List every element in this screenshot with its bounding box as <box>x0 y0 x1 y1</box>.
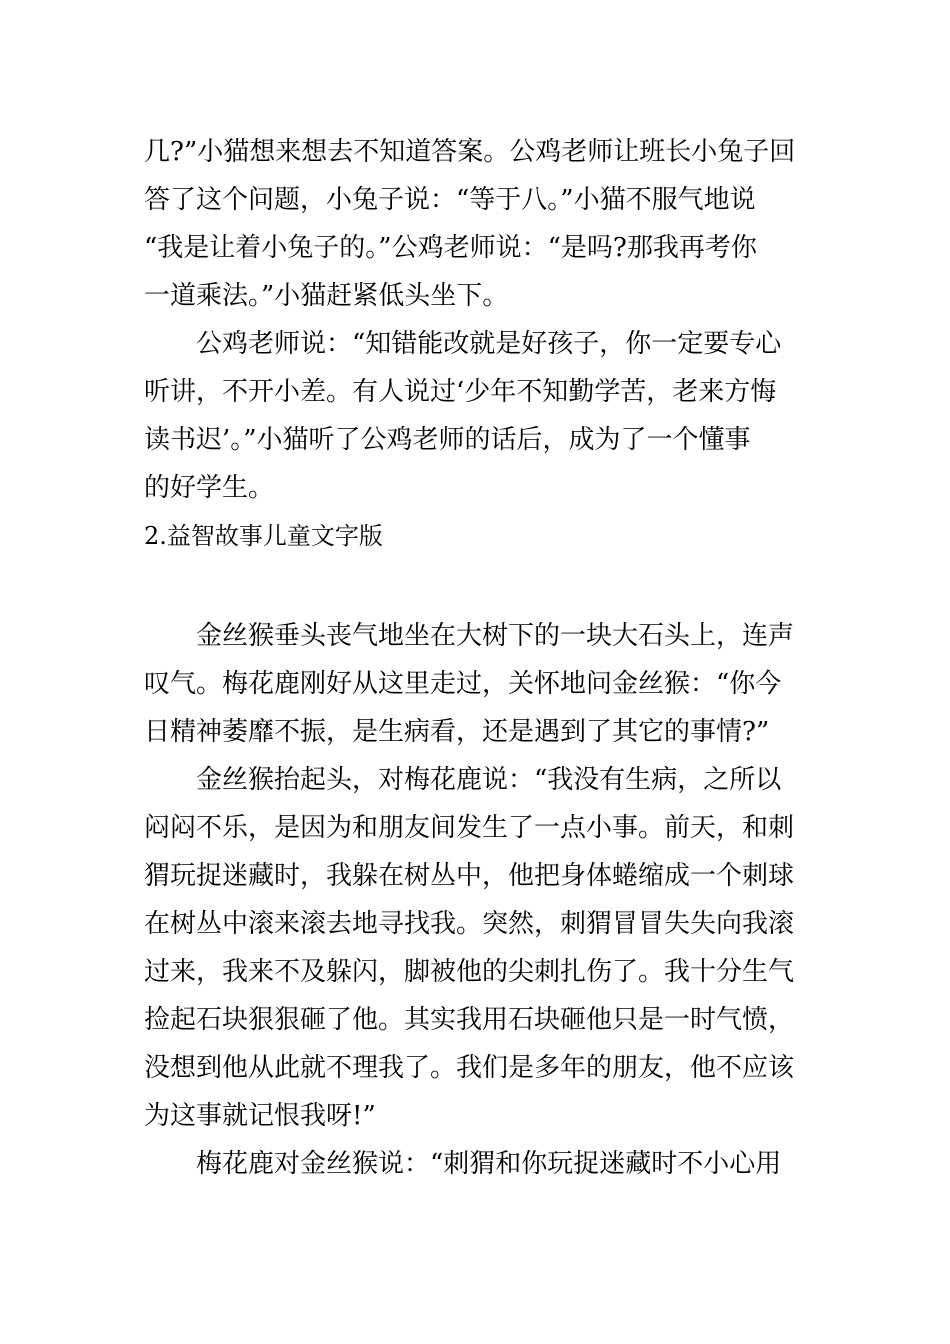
paragraph <box>144 320 808 512</box>
text-line: 在树丛中滚来滚去地寻找我。突然，刺猬冒冒失失向我滚 <box>144 909 795 939</box>
text-line: 金丝猴垂头丧气地坐在大树下的一块大石头上，连声 <box>196 621 795 651</box>
text-line: 猬玩捉迷藏时，我躲在树丛中，他把身体蜷缩成一个刺球 <box>144 861 795 891</box>
spacer <box>144 560 808 612</box>
text-line: 几?”小猫想来想去不知道答案。公鸡老师让班长小兔子回 <box>144 137 796 167</box>
text-line: 梅花鹿对金丝猴说：“刺猬和你玩捉迷藏时不小心用 <box>196 1149 782 1179</box>
text-line: 为这事就记恨我呀!” <box>144 1101 376 1131</box>
text-line: 叹气。梅花鹿刚好从这里走过，关怀地问金丝猴：“你今 <box>144 669 782 699</box>
section-heading: 2.益智故事儿童文字版 <box>144 522 383 550</box>
text-line: 的好学生。 <box>144 473 275 503</box>
text-line: 没想到他从此就不理我了。我们是多年的朋友，他不应该 <box>144 1053 795 1083</box>
text-line: 读书迟’。”小猫听了公鸡老师的话后，成为了一个懂事 <box>144 425 751 455</box>
text-line: 金丝猴抬起头，对梅花鹿说：“我没有生病，之所以 <box>196 765 782 795</box>
text-line: 听讲，不开小差。有人说过‘少年不知勤学苦，老来方悔 <box>144 377 777 407</box>
paragraph <box>144 756 808 1140</box>
text-line: 捡起石块狠狠砸了他。其实我用石块砸他只是一时气愤， <box>144 1005 795 1035</box>
text-line: 过来，我来不及躲闪，脚被他的尖刺扎伤了。我十分生气 <box>144 957 795 987</box>
text-line: 答了这个问题，小兔子说：“等于八。”小猫不服气地说 <box>144 185 756 215</box>
text-line: 日精神萎靡不振，是生病看，还是遇到了其它的事情?” <box>144 717 770 747</box>
document-body <box>144 128 808 1188</box>
paragraph <box>144 128 808 320</box>
text-line: 一道乘法。”小猫赶紧低头坐下。 <box>144 281 509 311</box>
paragraph <box>144 1140 808 1188</box>
text-line: 闷闷不乐，是因为和朋友间发生了一点小事。前天，和刺 <box>144 813 795 843</box>
text-line: “我是让着小兔子的。”公鸡老师说：“是吗?那我再考你 <box>144 233 757 263</box>
text-line: 公鸡老师说：“知错能改就是好孩子，你一定要专心 <box>196 329 782 359</box>
paragraph <box>144 612 808 756</box>
